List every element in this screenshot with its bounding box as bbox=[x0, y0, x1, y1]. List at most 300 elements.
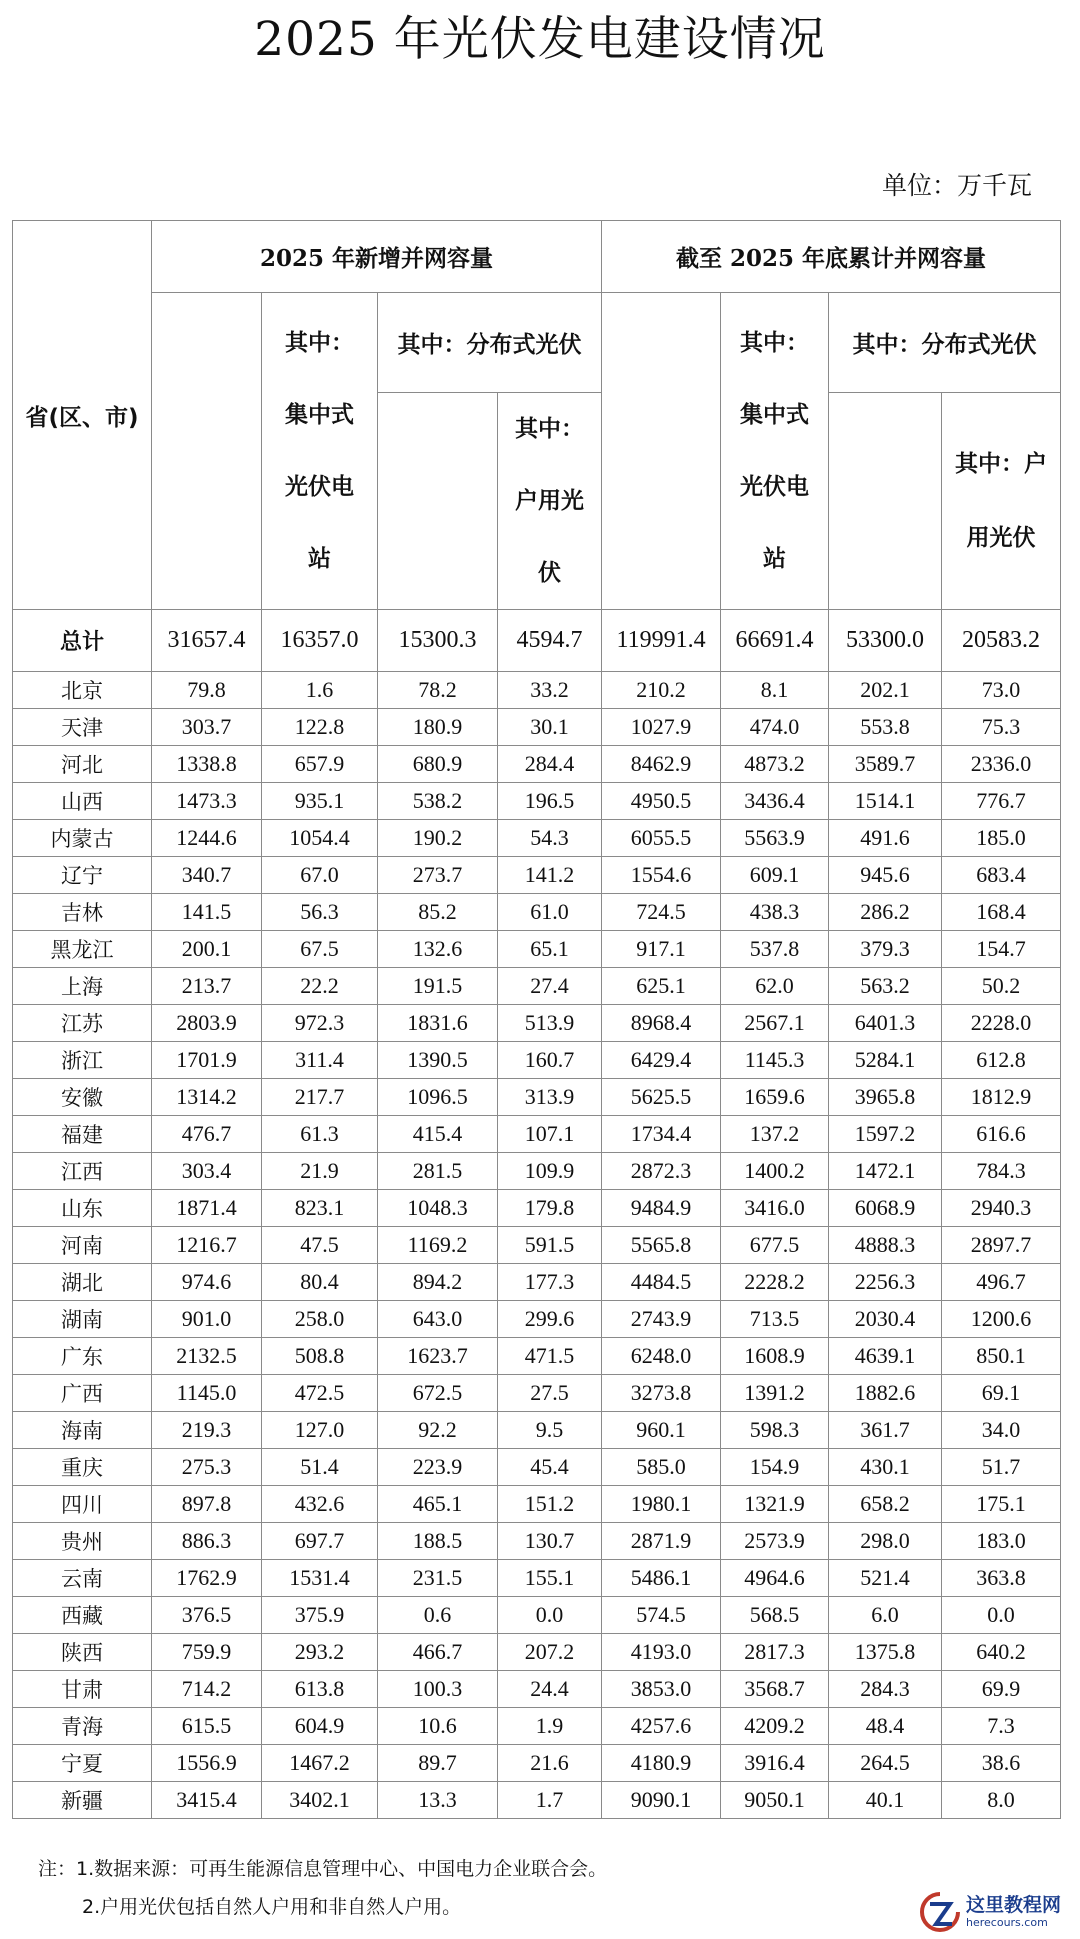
value-cell: 127.0 bbox=[262, 1412, 378, 1449]
value-cell: 616.6 bbox=[942, 1116, 1061, 1153]
value-cell: 2743.9 bbox=[602, 1301, 721, 1338]
value-cell: 6401.3 bbox=[829, 1005, 942, 1042]
header-line: 户用光 bbox=[515, 488, 585, 514]
value-cell: 724.5 bbox=[602, 894, 721, 931]
value-cell: 275.3 bbox=[152, 1449, 262, 1486]
header-line: 集中式 bbox=[740, 402, 810, 428]
table-row bbox=[13, 1338, 1061, 1375]
province-name: 甘肃 bbox=[13, 1671, 152, 1708]
value-cell: 6.0 bbox=[829, 1597, 942, 1634]
value-cell: 27.4 bbox=[498, 968, 602, 1005]
value-cell: 677.5 bbox=[721, 1227, 829, 1264]
value-cell: 615.5 bbox=[152, 1708, 262, 1745]
value-cell: 303.7 bbox=[152, 709, 262, 746]
value-cell: 210.2 bbox=[602, 672, 721, 709]
new-total-header bbox=[152, 293, 262, 610]
table-row bbox=[13, 1449, 1061, 1486]
table-row bbox=[13, 1079, 1061, 1116]
table-row bbox=[13, 1375, 1061, 1412]
total-cell: 20583.2 bbox=[942, 610, 1061, 672]
watermark-logo bbox=[918, 1890, 1068, 1934]
value-cell: 311.4 bbox=[262, 1042, 378, 1079]
province-name: 广东 bbox=[13, 1338, 152, 1375]
value-cell: 574.5 bbox=[602, 1597, 721, 1634]
new-distributed-total-header bbox=[378, 393, 498, 610]
value-cell: 27.5 bbox=[498, 1375, 602, 1412]
value-cell: 776.7 bbox=[942, 783, 1061, 820]
value-cell: 33.2 bbox=[498, 672, 602, 709]
header-line: 站 bbox=[763, 546, 787, 572]
header-line: 其中： bbox=[515, 416, 585, 442]
value-cell: 313.9 bbox=[498, 1079, 602, 1116]
table-row bbox=[13, 1190, 1061, 1227]
value-cell: 901.0 bbox=[152, 1301, 262, 1338]
value-cell: 672.5 bbox=[378, 1375, 498, 1412]
value-cell: 4209.2 bbox=[721, 1708, 829, 1745]
value-cell: 3853.0 bbox=[602, 1671, 721, 1708]
province-name: 海南 bbox=[13, 1412, 152, 1449]
value-cell: 4950.5 bbox=[602, 783, 721, 820]
value-cell: 476.7 bbox=[152, 1116, 262, 1153]
value-cell: 521.4 bbox=[829, 1560, 942, 1597]
province-name: 黑龙江 bbox=[13, 931, 152, 968]
province-name: 辽宁 bbox=[13, 857, 152, 894]
table-row bbox=[13, 894, 1061, 931]
value-cell: 132.6 bbox=[378, 931, 498, 968]
value-cell: 175.1 bbox=[942, 1486, 1061, 1523]
value-cell: 73.0 bbox=[942, 672, 1061, 709]
value-cell: 2228.2 bbox=[721, 1264, 829, 1301]
value-cell: 9050.1 bbox=[721, 1782, 829, 1819]
value-cell: 1244.6 bbox=[152, 820, 262, 857]
value-cell: 141.5 bbox=[152, 894, 262, 931]
value-cell: 1.6 bbox=[262, 672, 378, 709]
value-cell: 281.5 bbox=[378, 1153, 498, 1190]
province-name: 新疆 bbox=[13, 1782, 152, 1819]
value-cell: 92.2 bbox=[378, 1412, 498, 1449]
province-name: 青海 bbox=[13, 1708, 152, 1745]
province-name: 河北 bbox=[13, 746, 152, 783]
value-cell: 1169.2 bbox=[378, 1227, 498, 1264]
value-cell: 160.7 bbox=[498, 1042, 602, 1079]
value-cell: 5625.5 bbox=[602, 1079, 721, 1116]
value-cell: 48.4 bbox=[829, 1708, 942, 1745]
value-cell: 379.3 bbox=[829, 931, 942, 968]
value-cell: 568.5 bbox=[721, 1597, 829, 1634]
table-row bbox=[13, 931, 1061, 968]
province-name: 湖北 bbox=[13, 1264, 152, 1301]
value-cell: 537.8 bbox=[721, 931, 829, 968]
value-cell: 188.5 bbox=[378, 1523, 498, 1560]
value-cell: 1531.4 bbox=[262, 1560, 378, 1597]
province-header: 省(区、市) bbox=[13, 221, 152, 610]
province-name: 河南 bbox=[13, 1227, 152, 1264]
value-cell: 284.3 bbox=[829, 1671, 942, 1708]
value-cell: 6248.0 bbox=[602, 1338, 721, 1375]
value-cell: 3415.4 bbox=[152, 1782, 262, 1819]
total-cell: 16357.0 bbox=[262, 610, 378, 672]
value-cell: 1145.0 bbox=[152, 1375, 262, 1412]
page-title: 2025 年光伏发电建设情况 bbox=[254, 12, 826, 67]
cum-central-header bbox=[721, 293, 829, 610]
province-rows bbox=[13, 672, 1061, 1819]
value-cell: 258.0 bbox=[262, 1301, 378, 1338]
value-cell: 202.1 bbox=[829, 672, 942, 709]
value-cell: 7.3 bbox=[942, 1708, 1061, 1745]
header-line: 其中： bbox=[285, 330, 354, 356]
value-cell: 22.2 bbox=[262, 968, 378, 1005]
total-cell: 15300.3 bbox=[378, 610, 498, 672]
value-cell: 8462.9 bbox=[602, 746, 721, 783]
value-cell: 10.6 bbox=[378, 1708, 498, 1745]
value-cell: 1556.9 bbox=[152, 1745, 262, 1782]
value-cell: 231.5 bbox=[378, 1560, 498, 1597]
value-cell: 415.4 bbox=[378, 1116, 498, 1153]
table-row bbox=[13, 1523, 1061, 1560]
value-cell: 432.6 bbox=[262, 1486, 378, 1523]
value-cell: 604.9 bbox=[262, 1708, 378, 1745]
value-cell: 264.5 bbox=[829, 1745, 942, 1782]
total-row bbox=[13, 610, 1061, 672]
header-line: 伏 bbox=[538, 560, 562, 586]
value-cell: 563.2 bbox=[829, 968, 942, 1005]
province-name: 江苏 bbox=[13, 1005, 152, 1042]
table-row bbox=[13, 968, 1061, 1005]
value-cell: 1314.2 bbox=[152, 1079, 262, 1116]
value-cell: 13.3 bbox=[378, 1782, 498, 1819]
value-cell: 200.1 bbox=[152, 931, 262, 968]
value-cell: 1216.7 bbox=[152, 1227, 262, 1264]
value-cell: 67.5 bbox=[262, 931, 378, 968]
header-line: 其中：户 bbox=[955, 451, 1048, 477]
value-cell: 3965.8 bbox=[829, 1079, 942, 1116]
value-cell: 3568.7 bbox=[721, 1671, 829, 1708]
footnote-2: 2.户用光伏包括自然人户用和非自然人户用。 bbox=[82, 1896, 462, 1918]
value-cell: 177.3 bbox=[498, 1264, 602, 1301]
value-cell: 1980.1 bbox=[602, 1486, 721, 1523]
value-cell: 612.8 bbox=[942, 1042, 1061, 1079]
table-row bbox=[13, 1597, 1061, 1634]
value-cell: 1375.8 bbox=[829, 1634, 942, 1671]
value-cell: 340.7 bbox=[152, 857, 262, 894]
table-row bbox=[13, 1671, 1061, 1708]
value-cell: 1473.3 bbox=[152, 783, 262, 820]
footnote-1: 注：1.数据来源：可再生能源信息管理中心、中国电力企业联合会。 bbox=[38, 1858, 608, 1880]
value-cell: 3916.4 bbox=[721, 1745, 829, 1782]
province-name: 内蒙古 bbox=[13, 820, 152, 857]
province-name: 贵州 bbox=[13, 1523, 152, 1560]
value-cell: 1338.8 bbox=[152, 746, 262, 783]
province-name: 天津 bbox=[13, 709, 152, 746]
province-name: 山东 bbox=[13, 1190, 152, 1227]
table-row bbox=[13, 746, 1061, 783]
cum-distributed-header: 其中：分布式光伏 bbox=[829, 293, 1061, 393]
value-cell: 3589.7 bbox=[829, 746, 942, 783]
value-cell: 897.8 bbox=[152, 1486, 262, 1523]
value-cell: 299.6 bbox=[498, 1301, 602, 1338]
value-cell: 298.0 bbox=[829, 1523, 942, 1560]
value-cell: 137.2 bbox=[721, 1116, 829, 1153]
table-row bbox=[13, 1560, 1061, 1597]
value-cell: 69.1 bbox=[942, 1375, 1061, 1412]
value-cell: 141.2 bbox=[498, 857, 602, 894]
value-cell: 3402.1 bbox=[262, 1782, 378, 1819]
value-cell: 2132.5 bbox=[152, 1338, 262, 1375]
province-name: 云南 bbox=[13, 1560, 152, 1597]
table-row bbox=[13, 857, 1061, 894]
value-cell: 1472.1 bbox=[829, 1153, 942, 1190]
value-cell: 8968.4 bbox=[602, 1005, 721, 1042]
value-cell: 538.2 bbox=[378, 783, 498, 820]
value-cell: 3273.8 bbox=[602, 1375, 721, 1412]
value-cell: 54.3 bbox=[498, 820, 602, 857]
table-row bbox=[13, 820, 1061, 857]
value-cell: 894.2 bbox=[378, 1264, 498, 1301]
value-cell: 109.9 bbox=[498, 1153, 602, 1190]
value-cell: 6429.4 bbox=[602, 1042, 721, 1079]
value-cell: 130.7 bbox=[498, 1523, 602, 1560]
value-cell: 100.3 bbox=[378, 1671, 498, 1708]
value-cell: 67.0 bbox=[262, 857, 378, 894]
value-cell: 683.4 bbox=[942, 857, 1061, 894]
value-cell: 5563.9 bbox=[721, 820, 829, 857]
value-cell: 1623.7 bbox=[378, 1338, 498, 1375]
table-row bbox=[13, 1486, 1061, 1523]
new-capacity-header: 2025 年新增并网容量 bbox=[152, 221, 602, 293]
value-cell: 4964.6 bbox=[721, 1560, 829, 1597]
value-cell: 4193.0 bbox=[602, 1634, 721, 1671]
total-cell: 119991.4 bbox=[602, 610, 721, 672]
cumulative-capacity-header: 截至 2025 年底累计并网容量 bbox=[602, 221, 1061, 293]
table-row bbox=[13, 1412, 1061, 1449]
province-name: 福建 bbox=[13, 1116, 152, 1153]
value-cell: 89.7 bbox=[378, 1745, 498, 1782]
value-cell: 2897.7 bbox=[942, 1227, 1061, 1264]
value-cell: 945.6 bbox=[829, 857, 942, 894]
value-cell: 1027.9 bbox=[602, 709, 721, 746]
value-cell: 1321.9 bbox=[721, 1486, 829, 1523]
value-cell: 1391.2 bbox=[721, 1375, 829, 1412]
value-cell: 9484.9 bbox=[602, 1190, 721, 1227]
header-line: 其中： bbox=[740, 330, 810, 356]
value-cell: 40.1 bbox=[829, 1782, 942, 1819]
province-name: 重庆 bbox=[13, 1449, 152, 1486]
table-row bbox=[13, 709, 1061, 746]
header-line: 用光伏 bbox=[966, 525, 1036, 551]
value-cell: 4180.9 bbox=[602, 1745, 721, 1782]
new-distributed-header: 其中：分布式光伏 bbox=[378, 293, 602, 393]
value-cell: 303.4 bbox=[152, 1153, 262, 1190]
cum-household-header bbox=[942, 393, 1061, 610]
province-name: 四川 bbox=[13, 1486, 152, 1523]
value-cell: 284.4 bbox=[498, 746, 602, 783]
value-cell: 154.7 bbox=[942, 931, 1061, 968]
value-cell: 62.0 bbox=[721, 968, 829, 1005]
value-cell: 609.1 bbox=[721, 857, 829, 894]
value-cell: 191.5 bbox=[378, 968, 498, 1005]
table-row bbox=[13, 783, 1061, 820]
value-cell: 1734.4 bbox=[602, 1116, 721, 1153]
value-cell: 51.7 bbox=[942, 1449, 1061, 1486]
value-cell: 376.5 bbox=[152, 1597, 262, 1634]
table-row bbox=[13, 1227, 1061, 1264]
value-cell: 657.9 bbox=[262, 746, 378, 783]
watermark-name: 这里教程网 bbox=[966, 1894, 1062, 1916]
value-cell: 5565.8 bbox=[602, 1227, 721, 1264]
value-cell: 591.5 bbox=[498, 1227, 602, 1264]
value-cell: 69.9 bbox=[942, 1671, 1061, 1708]
value-cell: 1400.2 bbox=[721, 1153, 829, 1190]
value-cell: 430.1 bbox=[829, 1449, 942, 1486]
value-cell: 2030.4 bbox=[829, 1301, 942, 1338]
value-cell: 1554.6 bbox=[602, 857, 721, 894]
value-cell: 465.1 bbox=[378, 1486, 498, 1523]
header-line: 集中式 bbox=[285, 402, 354, 428]
value-cell: 1200.6 bbox=[942, 1301, 1061, 1338]
value-cell: 61.0 bbox=[498, 894, 602, 931]
value-cell: 4873.2 bbox=[721, 746, 829, 783]
value-cell: 180.9 bbox=[378, 709, 498, 746]
value-cell: 1.9 bbox=[498, 1708, 602, 1745]
value-cell: 1467.2 bbox=[262, 1745, 378, 1782]
value-cell: 4639.1 bbox=[829, 1338, 942, 1375]
table-row bbox=[13, 1042, 1061, 1079]
value-cell: 658.2 bbox=[829, 1486, 942, 1523]
value-cell: 466.7 bbox=[378, 1634, 498, 1671]
value-cell: 5486.1 bbox=[602, 1560, 721, 1597]
value-cell: 713.5 bbox=[721, 1301, 829, 1338]
value-cell: 293.2 bbox=[262, 1634, 378, 1671]
value-cell: 65.1 bbox=[498, 931, 602, 968]
value-cell: 2336.0 bbox=[942, 746, 1061, 783]
value-cell: 960.1 bbox=[602, 1412, 721, 1449]
value-cell: 1871.4 bbox=[152, 1190, 262, 1227]
value-cell: 474.0 bbox=[721, 709, 829, 746]
value-cell: 78.2 bbox=[378, 672, 498, 709]
unit-label: 单位：万千瓦 bbox=[881, 171, 1032, 200]
value-cell: 508.8 bbox=[262, 1338, 378, 1375]
value-cell: 491.6 bbox=[829, 820, 942, 857]
value-cell: 45.4 bbox=[498, 1449, 602, 1486]
value-cell: 5284.1 bbox=[829, 1042, 942, 1079]
value-cell: 496.7 bbox=[942, 1264, 1061, 1301]
value-cell: 697.7 bbox=[262, 1523, 378, 1560]
value-cell: 2228.0 bbox=[942, 1005, 1061, 1042]
value-cell: 154.9 bbox=[721, 1449, 829, 1486]
table-row bbox=[13, 1153, 1061, 1190]
value-cell: 24.4 bbox=[498, 1671, 602, 1708]
total-cell: 4594.7 bbox=[498, 610, 602, 672]
province-name: 上海 bbox=[13, 968, 152, 1005]
value-cell: 1762.9 bbox=[152, 1560, 262, 1597]
value-cell: 3436.4 bbox=[721, 783, 829, 820]
table-row bbox=[13, 1708, 1061, 1745]
value-cell: 553.8 bbox=[829, 709, 942, 746]
value-cell: 3416.0 bbox=[721, 1190, 829, 1227]
value-cell: 8.0 bbox=[942, 1782, 1061, 1819]
value-cell: 1597.2 bbox=[829, 1116, 942, 1153]
value-cell: 640.2 bbox=[942, 1634, 1061, 1671]
province-name: 江西 bbox=[13, 1153, 152, 1190]
value-cell: 213.7 bbox=[152, 968, 262, 1005]
value-cell: 363.8 bbox=[942, 1560, 1061, 1597]
value-cell: 179.8 bbox=[498, 1190, 602, 1227]
value-cell: 2872.3 bbox=[602, 1153, 721, 1190]
value-cell: 0.0 bbox=[942, 1597, 1061, 1634]
value-cell: 1.7 bbox=[498, 1782, 602, 1819]
total-cell: 66691.4 bbox=[721, 610, 829, 672]
value-cell: 2803.9 bbox=[152, 1005, 262, 1042]
value-cell: 680.9 bbox=[378, 746, 498, 783]
value-cell: 0.0 bbox=[498, 1597, 602, 1634]
value-cell: 183.0 bbox=[942, 1523, 1061, 1560]
value-cell: 759.9 bbox=[152, 1634, 262, 1671]
value-cell: 585.0 bbox=[602, 1449, 721, 1486]
value-cell: 917.1 bbox=[602, 931, 721, 968]
province-name: 宁夏 bbox=[13, 1745, 152, 1782]
new-central-header bbox=[262, 293, 378, 610]
value-cell: 122.8 bbox=[262, 709, 378, 746]
value-cell: 219.3 bbox=[152, 1412, 262, 1449]
value-cell: 2567.1 bbox=[721, 1005, 829, 1042]
province-name: 陕西 bbox=[13, 1634, 152, 1671]
value-cell: 472.5 bbox=[262, 1375, 378, 1412]
cum-distributed-total-header bbox=[829, 393, 942, 610]
value-cell: 34.0 bbox=[942, 1412, 1061, 1449]
value-cell: 85.2 bbox=[378, 894, 498, 931]
province-name: 安徽 bbox=[13, 1079, 152, 1116]
value-cell: 286.2 bbox=[829, 894, 942, 931]
province-name: 吉林 bbox=[13, 894, 152, 931]
value-cell: 375.9 bbox=[262, 1597, 378, 1634]
table-row bbox=[13, 1782, 1061, 1819]
value-cell: 823.1 bbox=[262, 1190, 378, 1227]
value-cell: 1096.5 bbox=[378, 1079, 498, 1116]
header-line: 站 bbox=[308, 546, 331, 572]
value-cell: 1831.6 bbox=[378, 1005, 498, 1042]
value-cell: 4888.3 bbox=[829, 1227, 942, 1264]
value-cell: 613.8 bbox=[262, 1671, 378, 1708]
value-cell: 9.5 bbox=[498, 1412, 602, 1449]
value-cell: 1048.3 bbox=[378, 1190, 498, 1227]
value-cell: 21.9 bbox=[262, 1153, 378, 1190]
value-cell: 1054.4 bbox=[262, 820, 378, 857]
value-cell: 61.3 bbox=[262, 1116, 378, 1153]
value-cell: 625.1 bbox=[602, 968, 721, 1005]
value-cell: 438.3 bbox=[721, 894, 829, 931]
value-cell: 185.0 bbox=[942, 820, 1061, 857]
table-row bbox=[13, 1116, 1061, 1153]
province-name: 广西 bbox=[13, 1375, 152, 1412]
value-cell: 75.3 bbox=[942, 709, 1061, 746]
value-cell: 2940.3 bbox=[942, 1190, 1061, 1227]
header-line: 光伏电 bbox=[285, 474, 354, 500]
province-name: 山西 bbox=[13, 783, 152, 820]
value-cell: 935.1 bbox=[262, 783, 378, 820]
value-cell: 79.8 bbox=[152, 672, 262, 709]
value-cell: 196.5 bbox=[498, 783, 602, 820]
total-label: 总计 bbox=[13, 610, 152, 672]
table-row bbox=[13, 1005, 1061, 1042]
value-cell: 155.1 bbox=[498, 1560, 602, 1597]
value-cell: 643.0 bbox=[378, 1301, 498, 1338]
value-cell: 513.9 bbox=[498, 1005, 602, 1042]
table-row bbox=[13, 1634, 1061, 1671]
value-cell: 80.4 bbox=[262, 1264, 378, 1301]
watermark-url: herecours.com bbox=[966, 1916, 1048, 1929]
value-cell: 361.7 bbox=[829, 1412, 942, 1449]
value-cell: 1659.6 bbox=[721, 1079, 829, 1116]
